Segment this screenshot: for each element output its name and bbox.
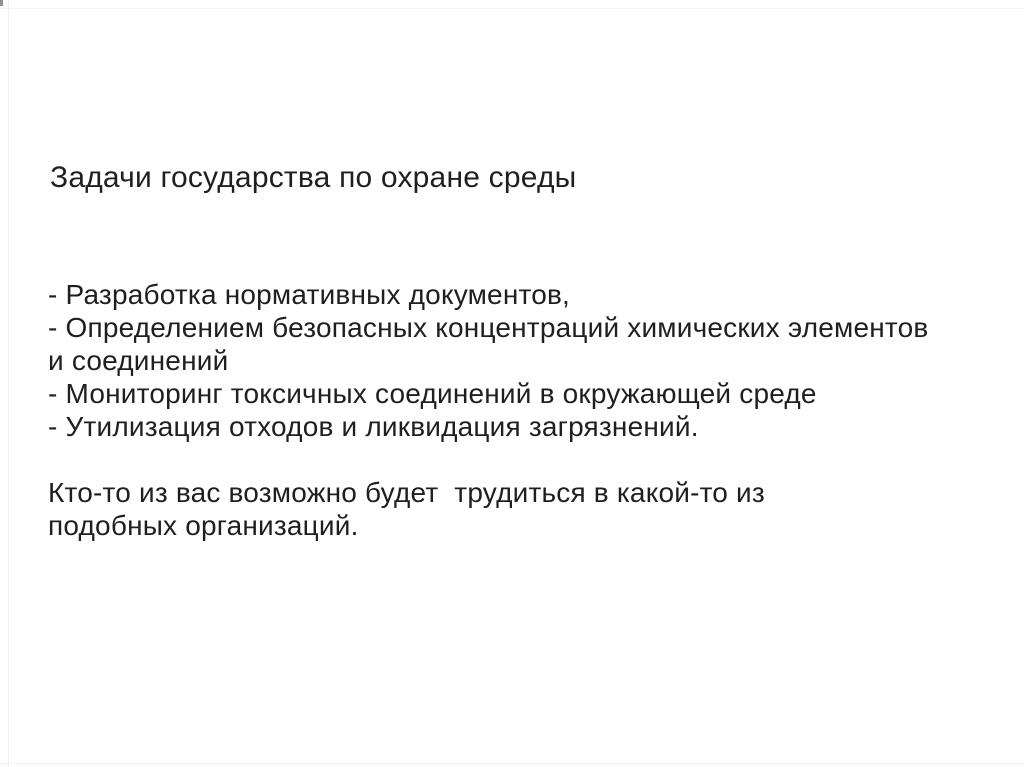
bottom-edge-line bbox=[0, 763, 1024, 764]
body-line: - Разработка нормативных документов, bbox=[48, 279, 571, 310]
body-line: - Мониторинг токсичных соединений в окружающей среде bbox=[48, 378, 817, 409]
top-edge-line bbox=[0, 8, 1024, 9]
body-line: - Утилизация отходов и ликвидация загрязнений. bbox=[48, 411, 699, 442]
corner-artifact bbox=[0, 0, 3, 6]
slide-title: Задачи государства по охране среды bbox=[50, 161, 577, 194]
body-line-blank bbox=[48, 443, 928, 476]
left-edge-line bbox=[8, 0, 9, 767]
slide-body-text bbox=[48, 278, 928, 542]
body-line: - Определением безопасных концентраций химических элементов bbox=[48, 312, 929, 343]
body-line: и соединений bbox=[48, 345, 229, 376]
body-line: подобных организаций. bbox=[48, 510, 359, 541]
body-line: Кто-то из вас возможно будет трудиться в какой-то из bbox=[48, 477, 765, 508]
